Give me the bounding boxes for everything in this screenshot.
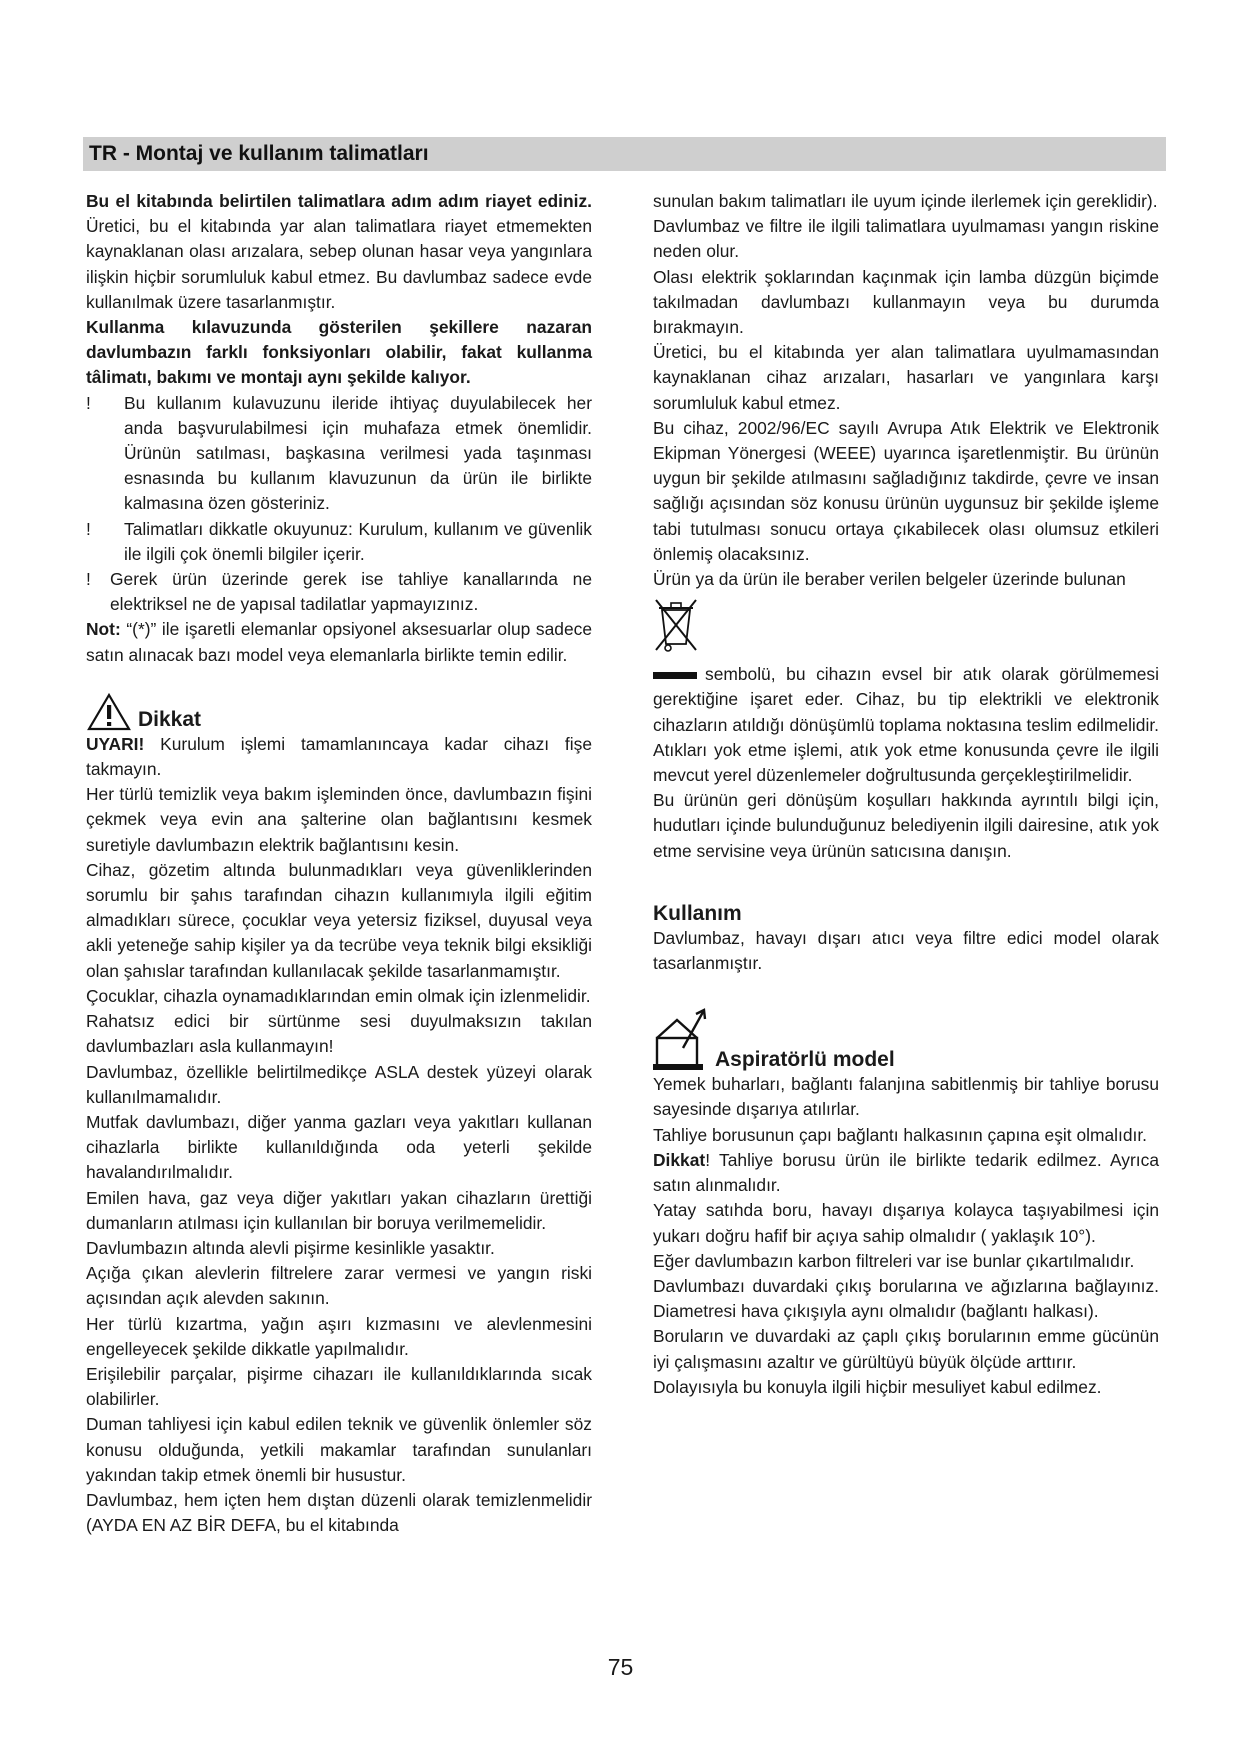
warning-paragraph	[86, 732, 592, 782]
paragraph: Davlumbazın altında alevli pişirme kesinlikle yasaktır.	[86, 1237, 495, 1258]
paragraph: Eğer davlumbazın karbon filtreleri var ise bunlar çıkartılmalıdır.	[653, 1250, 1135, 1271]
weee-symbol-row	[653, 596, 1159, 662]
paragraph: Mutfak davlumbazı, diğer yanma gazları veya yakıtları kullanan cihazlarla birlikte kullanıldığında oda yeterli şekilde havalandırılmalıdır.	[86, 1111, 592, 1183]
intro-text: Üretici, bu el kitabında yar alan talimatlara riayet etmemekten kaynaklanan olası arızalara, sebep olunan hasar veya yangınlara ilişkin hiçbir sorumluluk kabul etmez. Bu davlumbaz sadece evde kullanılmak üzere tasarlanmıştır.	[86, 216, 592, 312]
crossed-out-bin-icon	[653, 596, 699, 654]
paragraph: Tahliye borusunun çapı bağlantı halkasının çapına eşit olmalıdır.	[653, 1124, 1148, 1145]
paragraph: Olası elektrik şoklarından kaçınmak için lamba düzgün biçimde takılmadan davlumbazı kullanmayın veya bu durumda bırakmayın.	[653, 266, 1159, 338]
paragraph: Bu ürünün geri dönüşüm koşulları hakkında ayrıntılı bilgi için, hudutları içinde bulunduğunuz belediyenin ilgili dairesine, atık yok etme servisine veya ürünün satıcısına danışın.	[653, 790, 1159, 861]
kullanim-heading	[653, 898, 1159, 926]
bold-paragraph	[86, 315, 592, 391]
paragraph: Ürün ya da ürün ile beraber verilen belgeler üzerinde bulunan	[653, 569, 1126, 590]
dikkat-text: ! Tahliye borusu ürün ile birlikte tedarik edilmez. Ayrıca satın alınmalıdır.	[653, 1149, 1159, 1196]
paragraph: Her türlü temizlik veya bakım işleminden önce, davlumbazın fişini çekmek veya evin ana şalterine olan bağlantısını kesmek suretiyle davlumbazın elektrik bağlantısını kesin.	[86, 784, 592, 855]
warning-triangle-icon	[86, 692, 132, 732]
paragraph: Açığa çıkan alevlerin filtrelere zarar vermesi ve yangın riski açısından açık alevden sakının.	[86, 1263, 592, 1309]
paragraph: Emilen hava, gaz veya diğer yakıtları yakan cihazların ürettiği dumanların atılması için kullanılan bir boruya verilmemelidir.	[86, 1187, 592, 1233]
bullet-item	[86, 391, 592, 517]
paragraph: Duman tahliyesi için kabul edilen teknik ve güvenlik önlemler söz konusu olduğunda, yetkili makamlar tarafından sunulanları yakından takip etmek önemli bir husustur.	[86, 1414, 592, 1485]
intro-paragraph	[86, 189, 592, 315]
dikkat-label: Dikkat	[653, 1149, 706, 1170]
weee-bar-icon	[653, 672, 697, 679]
dikkat-note	[653, 1148, 1159, 1198]
paragraph: Bu cihaz, 2002/96/EC sayılı Avrupa Atık Elektrik ve Elektronik Ekipman Yönergesi (WEEE) uyarınca işaretlenmiştir. Bu ürünün uygun bir şekilde atılmasını sağladığınız takdirde, çevre ve insan sağlığı açısından söz konusu ürünün uygunsuz bir şekilde işleme tabi tutulması sonucu ortaya çıkabilecek olası olumsuz etkileri önlemiş olacaksınız.	[653, 417, 1159, 564]
right-column	[653, 189, 1159, 1400]
exclamation-mark: !	[86, 518, 91, 539]
paragraph: Davlumbaz ve filtre ile ilgili talimatlara uyulmaması yangın riskine neden olur.	[653, 216, 1159, 262]
bullet-item	[86, 517, 592, 567]
paragraph: Boruların ve duvardaki az çaplı çıkış borularının emme gücünün iyi çalışmasını azaltır ve gürültüyü büyük ölçüde arttırır.	[653, 1326, 1159, 1372]
dikkat-title: Dikkat	[138, 707, 202, 731]
warning-label: UYARI!	[86, 733, 145, 754]
warning-text: Kurulum işlemi tamamlanıncaya kadar cihazı fişe takmayın.	[86, 733, 592, 780]
paragraph: Yemek buharları, bağlantı falanjına sabitlenmiş bir tahliye borusu sayesinde dışarıya atılırlar.	[653, 1074, 1159, 1120]
aspirator-title: Aspiratörlü model	[715, 1048, 895, 1072]
bullet-text: Bu kullanım kulavuzunu ileride ihtiyaç duyulabilecek her anda başvurulabilmesi için muhafaza etmek önemlidir. Ürünün satılması, başkasına verilmesi yada taşınması esnasında bu kullanım klavuzunun da ürün ile birlikte kalmasına özen gösteriniz.	[124, 392, 592, 514]
weee-paragraph	[653, 662, 1159, 788]
paragraph: Her türlü kızartma, yağın aşırı kızmasını ve alevlenmesini engelleyecek şekilde dikkatle yapılmalıdır.	[86, 1313, 592, 1359]
paragraph: Yatay satıhda boru, havayı dışarıya kolayca taşıyabilmesi için yukarı doğru hafif bir açıya sahip olmalıdır ( yaklaşık 10°).	[653, 1200, 1159, 1246]
paragraph: Davlumbaz, hem içten hem dıştan düzenli olarak temizlenmelidir (AYDA EN AZ BİR DEFA, bu el kitabında	[86, 1489, 592, 1536]
page-number: 75	[607, 1654, 634, 1680]
paragraph: Cihaz, gözetim altında bulunmadıkları veya güvenliklerinden sorumlu bir şahıs tarafından cihazın kullanımıyla ilgili eğitim almadıkları sürece, çocuklar veya yetersiz fiziksel, duyusal veya akli yeteneğe sahip kişiler ya da tecrübe veya teknik bilgi eksikliği olan şahıslar tarafından kullanılacak şekilde tasarlanmamıştır.	[86, 859, 592, 981]
section-header-bar	[83, 137, 1166, 171]
note-text: “(*)” ile işaretli elemanlar opsiyonel aksesuarlar olup sadece satın alınacak bazı model veya elemanlarla birlikte temin edilir.	[86, 619, 592, 665]
paragraph: Rahatsız edici bir sürtünme sesi duyulmaksızın takılan davlumbazları asla kullanmayın!	[86, 1011, 592, 1057]
exclamation-mark: !	[86, 569, 91, 590]
paragraph: Dolayısıyla bu konuyla ilgili hiçbir mesuliyet kabul edilmez.	[653, 1376, 1102, 1397]
paragraph: sunulan bakım talimatları ile uyum içinde ilerlemek için gereklidir).	[653, 191, 1158, 211]
paragraph: Çocuklar, cihazla oynamadıklarından emin olmak için izlenmelidir.	[86, 985, 591, 1006]
paragraph: Davlumbaz, özellikle belirtilmedikçe ASLA destek yüzeyi olarak kullanılmamalıdır.	[86, 1061, 592, 1107]
weee-text: sembolü, bu cihazın evsel bir atık olarak görülmemesi gerektiğine işaret eder. Cihaz, bu tip elektrikli ve elektronik cihazların atıldığı dönüşümlü toplama noktasına teslim edilmelidir. Atıkları yok etme işlemi, atık yok etme konusunda çevre ile ilgili mevcut yerel düzenlemeler doğrultusunda gerçekleştirilmelidir.	[653, 664, 1159, 786]
paragraph: Davlumbazı duvardaki çıkış borularına ve ağızlarına bağlayınız. Diametresi hava çıkışıyla aynı olmalıdır (bağlantı halkası).	[653, 1275, 1159, 1322]
left-column	[86, 189, 592, 1538]
bold-paragraph-text: Kullanma kılavuzunda gösterilen şekillere nazaran davlumbazın farklı fonksiyonları olabilir, fakat kullanma tâlimatı, bakımı ve montajı aynı şekilde kalıyor.	[86, 317, 592, 388]
paragraph: Erişilebilir parçalar, pişirme cihazarı ile kullanıldıklarında sıcak olabilirler.	[86, 1363, 592, 1410]
bullet-item	[86, 567, 592, 617]
note-label: Not:	[86, 619, 121, 640]
extraction-hood-icon	[653, 1008, 711, 1072]
exclamation-mark: !	[86, 392, 91, 413]
section-title: TR - Montaj ve kullanım talimatları	[89, 142, 429, 165]
kullanim-title: Kullanım	[653, 901, 742, 925]
aspirator-heading	[653, 1006, 1159, 1072]
dikkat-heading	[86, 688, 592, 732]
bullet-text: Gerek ürün üzerinde gerek ise tahliye kanallarında ne elektriksel ne de yapısal tadilatlar yapmayızınız.	[110, 569, 592, 615]
bullet-text: Talimatları dikkatle okuyunuz: Kurulum, kullanım ve güvenlik ile ilgili çok önemli bilgiler içerir.	[124, 518, 592, 564]
paragraph: Davlumbaz, havayı dışarı atıcı veya filtre edici model olarak tasarlanmıştır.	[653, 927, 1159, 974]
intro-bold: Bu el kitabında belirtilen talimatlara adım adım riayet ediniz.	[86, 191, 592, 211]
note-paragraph	[86, 617, 592, 667]
paragraph: Üretici, bu el kitabında yer alan talimatlara uyulmamasından kaynaklanan cihaz arızaları, hasarları ve yangınlara karşı sorumluluk kabul etmez.	[653, 342, 1159, 413]
